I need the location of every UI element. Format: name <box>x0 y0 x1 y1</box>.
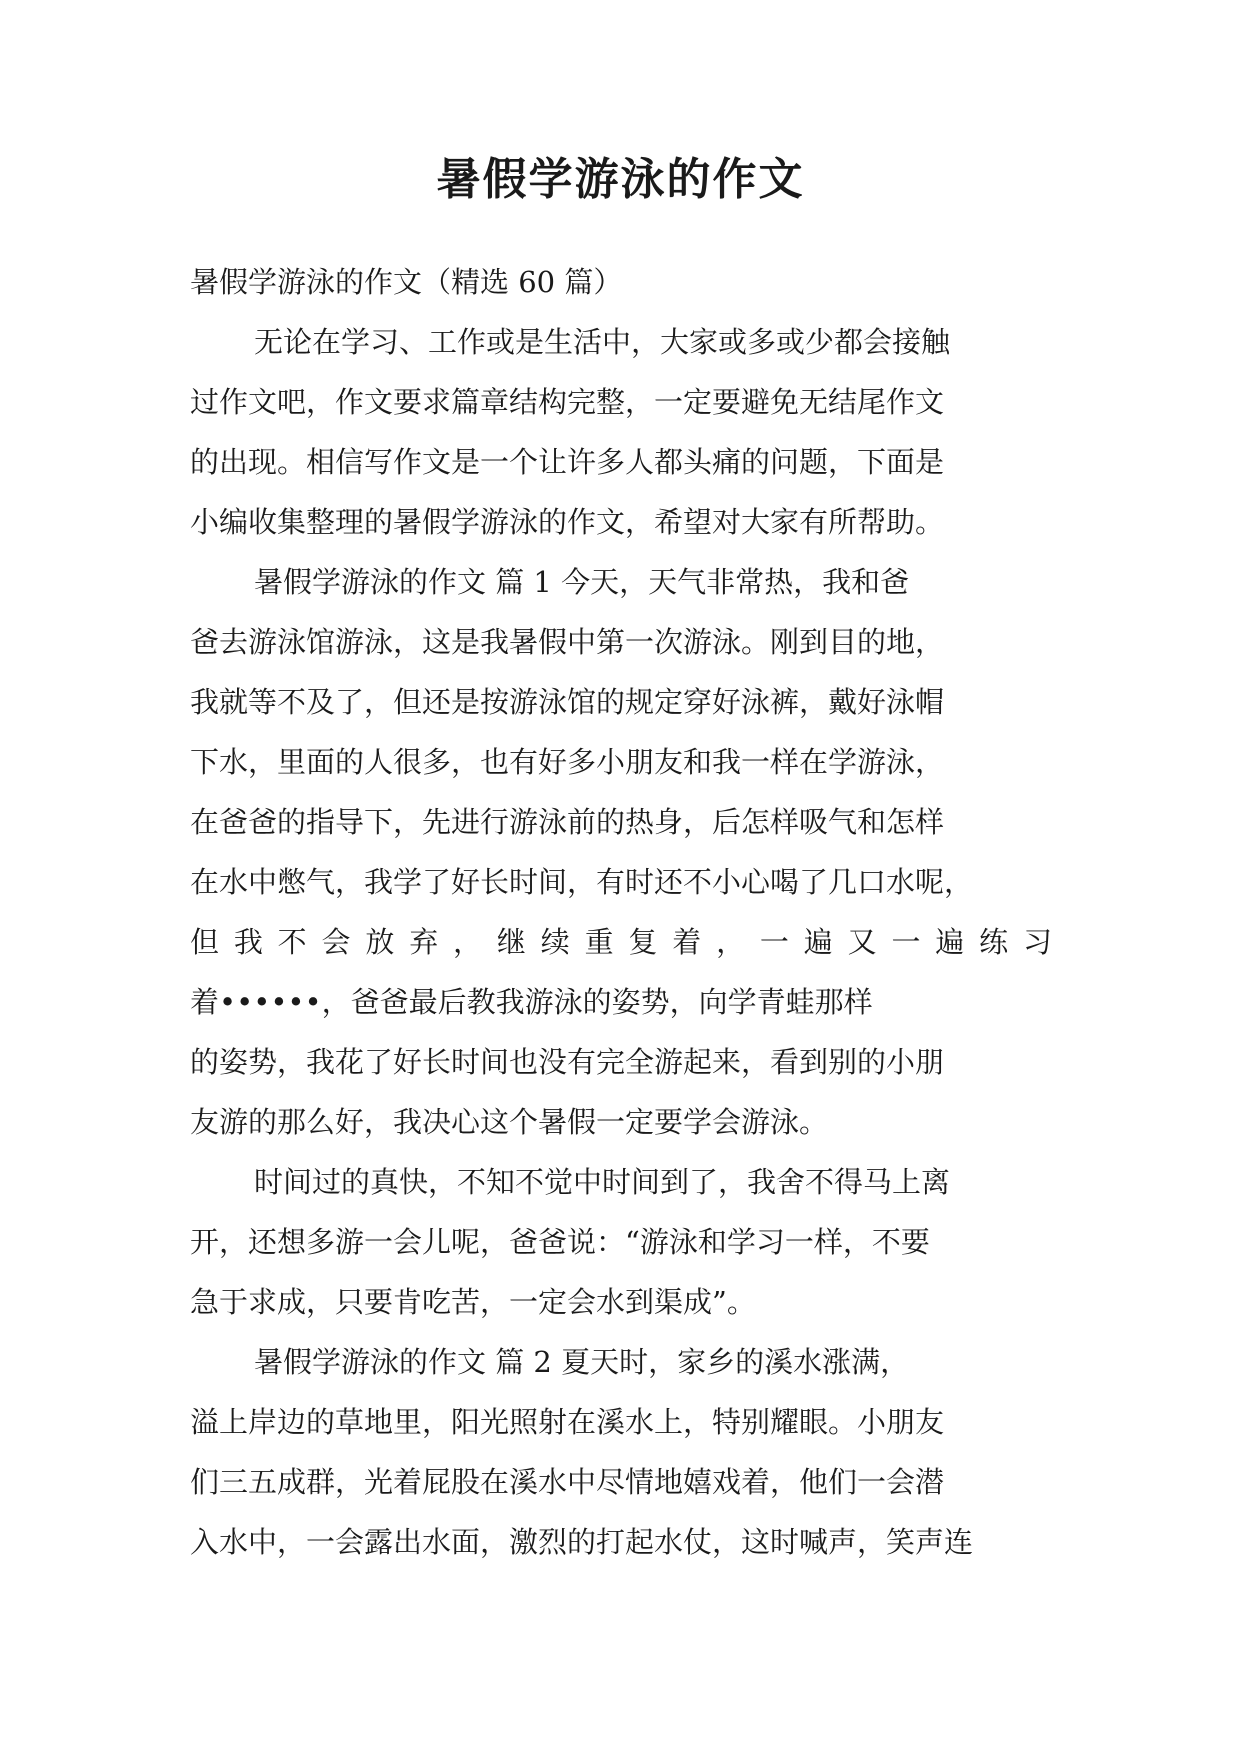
paragraph-line: 我就等不及了，但还是按游泳馆的规定穿好泳裤，戴好泳帽 <box>190 685 945 719</box>
document-title: 暑假学游泳的作文 <box>436 154 805 205</box>
paragraph-line: 着••••••，爸爸最后教我游泳的姿势，向学青蛙那样 <box>190 985 873 1019</box>
paragraph-line: 时间过的真快，不知不觉中时间到了，我舍不得马上离 <box>254 1165 951 1199</box>
paragraph-line: 爸去游泳馆游泳，这是我暑假中第一次游泳。刚到目的地， <box>190 625 945 659</box>
paragraph-line: 下水，里面的人很多，也有好多小朋友和我一样在学游泳， <box>190 745 945 779</box>
paragraph-line: 无论在学习、工作或是生活中，大家或多或少都会接触 <box>254 325 951 359</box>
paragraph-line: 入水中，一会露出水面，激烈的打起水仗，这时喊声，笑声连 <box>190 1525 974 1559</box>
paragraph-line: 小编收集整理的暑假学游泳的作文，希望对大家有所帮助。 <box>190 505 945 539</box>
paragraph-line: 开，还想多游一会儿呢，爸爸说：“游泳和学习一样，不要 <box>190 1225 930 1259</box>
paragraph-line: 在水中憋气，我学了好长时间，有时还不小心喝了几口水呢， <box>190 865 974 899</box>
paragraph-line: 们三五成群，光着屁股在溪水中尽情地嬉戏着，他们一会潜 <box>190 1465 945 1499</box>
paragraph-line: 在爸爸的指导下，先进行游泳前的热身，后怎样吸气和怎样 <box>190 805 945 839</box>
paragraph-line: 溢上岸边的草地里，阳光照射在溪水上，特别耀眼。小朋友 <box>190 1405 945 1439</box>
paragraph-line: 友游的那么好，我决心这个暑假一定要学会游泳。 <box>190 1105 829 1139</box>
section-heading-line: 暑假学游泳的作文 篇 1 今天，天气非常热，我和爸 <box>254 565 910 599</box>
paragraph-line: 的出现。相信写作文是一个让许多人都头痛的问题，下面是 <box>190 445 945 479</box>
paragraph-line: 急于求成，只要肯吃苦，一定会水到渠成”。 <box>190 1285 756 1319</box>
section-heading-line: 暑假学游泳的作文 篇 2 夏天时，家乡的溪水涨满， <box>254 1345 910 1379</box>
paragraph-line: 的姿势，我花了好长时间也没有完全游起来，看到别的小朋 <box>190 1045 945 1079</box>
document-body <box>190 252 1052 1572</box>
paragraph-line: 过作文吧，作文要求篇章结构完整，一定要避免无结尾作文 <box>190 385 945 419</box>
subtitle-line: 暑假学游泳的作文（精选 60 篇） <box>190 265 623 299</box>
paragraph-line: 但我不会放弃，继续重复着，一遍又一遍练习 <box>190 925 1052 959</box>
